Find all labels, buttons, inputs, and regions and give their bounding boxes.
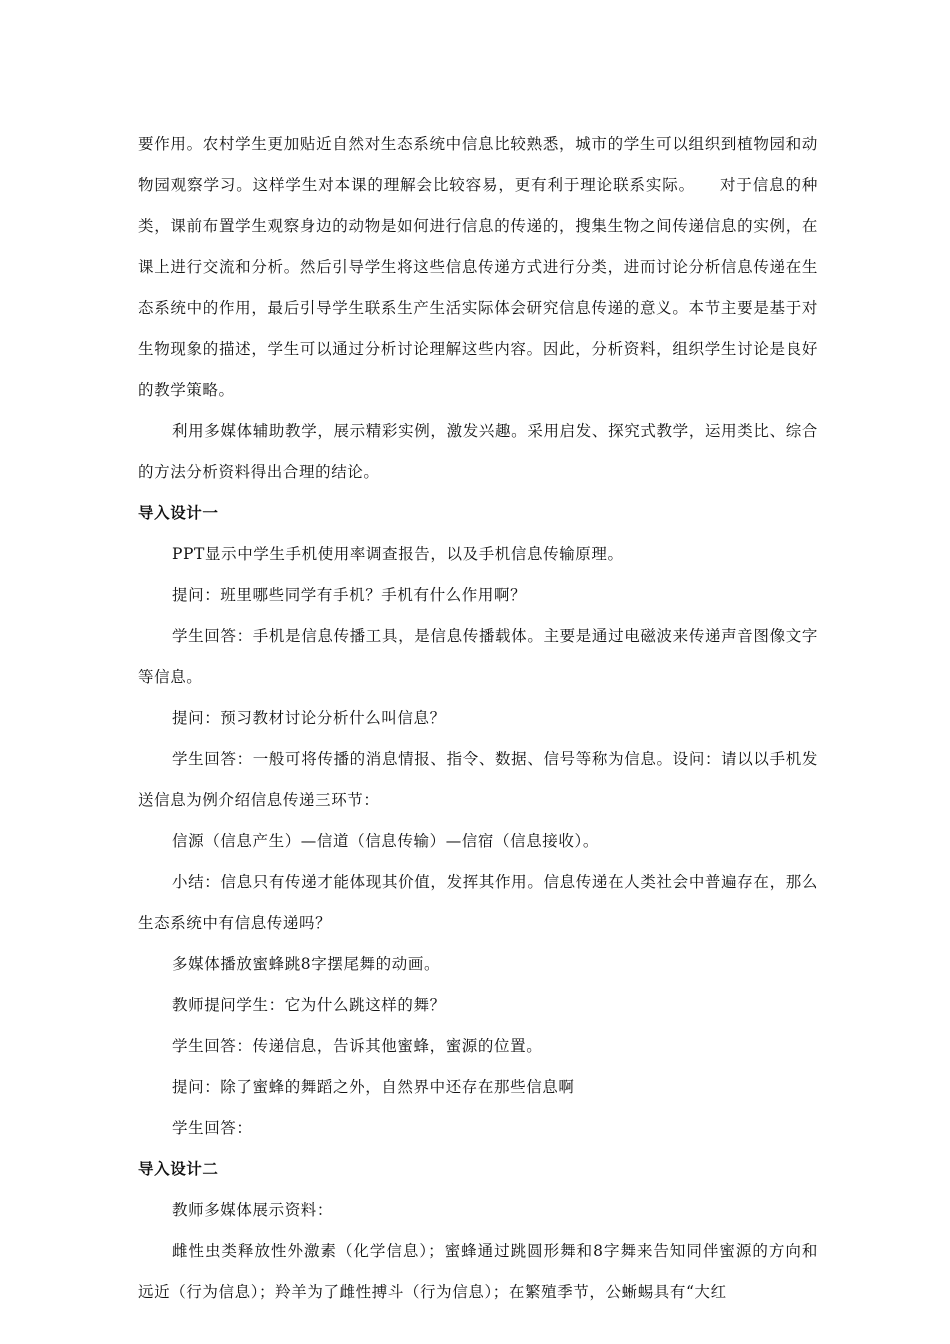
body-paragraph: 教师提问学生：它为什么跳这样的舞？ (172, 996, 446, 1014)
body-paragraph: 提问：除了蜜蜂的舞蹈之外，自然界中还存在那些信息啊 (172, 1078, 575, 1096)
body-paragraph: 提问：预习教材讨论分析什么叫信息？ (172, 709, 446, 727)
body-paragraph: 小结：信息只有传递才能体现其价值，发挥其作用。信息传递在人类社会中普遍存在，那么生态系统中有信息传递吗？ (138, 873, 818, 932)
body-paragraph: 学生回答：一般可将传播的消息情报、指令、数据、信号等称为信息。设问：请以以手机发送信息为例介绍信息传递三环节： (138, 750, 818, 809)
body-paragraph: PPT显示中学生手机使用率调查报告，以及手机信息传输原理。 (172, 545, 624, 563)
body-paragraph: 提问：班里哪些同学有手机？手机有什么作用啊？ (172, 586, 527, 604)
body-paragraph: 利用多媒体辅助教学，展示精彩实例，激发兴趣。采用启发、探究式教学，运用类比、综合的方法分析资料得出合理的结论。 (138, 422, 818, 481)
section-heading: 导入设计二 (138, 1160, 219, 1178)
body-paragraph: 要作用。农村学生更加贴近自然对生态系统中信息比较熟悉，城市的学生可以组织到植物园和动物园观察学习。这样学生对本课的理解会比较容易，更有利于理论联系实际。 对于信息的种类，课前布置学生观察身边的动物是如何进行信息的传递的，搜集生物之间传递信息的实例，在课上进行交流和分析。然后引导学生将这些信息传递方式进行分类，进而讨论分析信息传递在生态系统中的作用，最后引导学生联系生产生活实际体会研究信息传递的意义。本节主要是基于对生物现象的描述，学生可以通过分析讨论理解这些内容。因此，分析资料，组织学生讨论是良好的教学策略。 (138, 135, 818, 399)
body-paragraph: 雌性虫类释放性外激素（化学信息）；蜜蜂通过跳圆形舞和8字舞来告知同伴蜜源的方向和远近（行为信息）；羚羊为了雌性搏斗（行为信息）；在繁殖季节，公蜥蜴具有“大红 (138, 1242, 818, 1301)
document-page (138, 124, 818, 1313)
section-heading: 导入设计一 (138, 504, 219, 522)
body-paragraph: 学生回答：传递信息，告诉其他蜜蜂，蜜源的位置。 (172, 1037, 543, 1055)
body-paragraph: 学生回答：手机是信息传播工具，是信息传播载体。主要是通过电磁波来传递声音图像文字等信息。 (138, 627, 818, 686)
body-paragraph: 多媒体播放蜜蜂跳8字摆尾舞的动画。 (172, 955, 441, 973)
body-paragraph: 教师多媒体展示资料： (172, 1201, 334, 1219)
body-paragraph: 信源（信息产生）—信道（信息传输）—信宿（信息接收）。 (172, 832, 599, 850)
body-paragraph: 学生回答： (172, 1119, 253, 1137)
